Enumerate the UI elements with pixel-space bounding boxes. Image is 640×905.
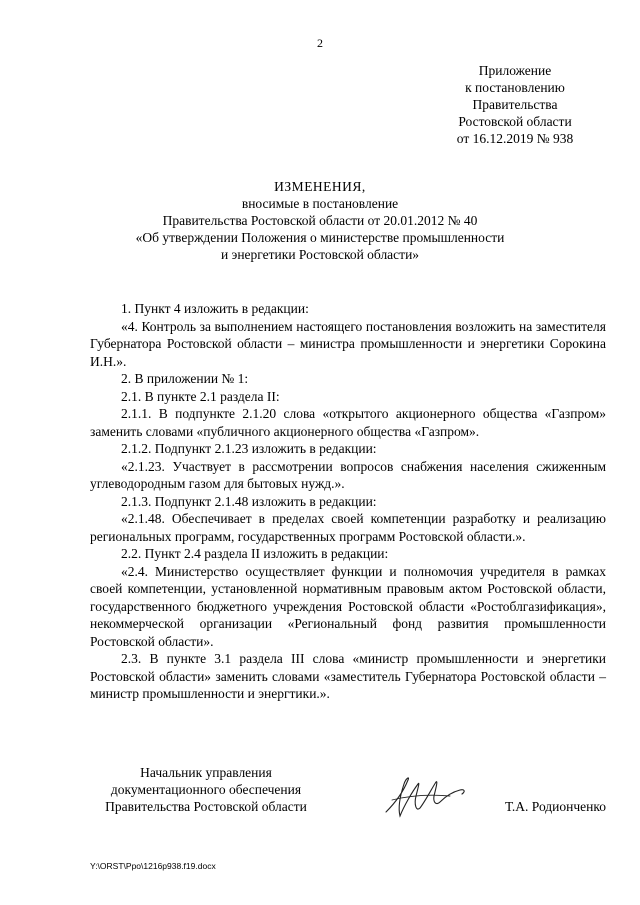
title-heading: ИЗМЕНЕНИЯ,	[274, 179, 366, 194]
title-line: «Об утверждении Положения о министерстве промышленности	[135, 230, 505, 245]
signatory-position-line: Начальник управления	[140, 765, 272, 780]
paragraph: 1. Пункт 4 изложить в редакции:	[121, 301, 309, 316]
appendix-line: к постановлению	[465, 80, 565, 95]
document-title	[90, 178, 550, 263]
paragraph: 2.1.2. Подпункт 2.1.23 изложить в редакции:	[121, 441, 377, 456]
signatory-position	[90, 764, 322, 815]
title-line: вносимые в постановление	[241, 196, 399, 211]
paragraph: «2.1.48. Обеспечивает в пределах своей компетенции разработку и реализацию региональных программ, государственных программ Ростовской области.».	[90, 511, 606, 544]
paragraph: 2.2. Пункт 2.4 раздела II изложить в редакции:	[121, 546, 389, 561]
appendix-block	[430, 62, 600, 147]
signatory-position-line: Правительства Ростовской области	[105, 799, 307, 814]
signatory-position-line: документационного обеспечения	[110, 782, 302, 797]
title-line: и энергетики Ростовской области»	[220, 247, 420, 262]
page-number: 2	[317, 36, 323, 50]
paragraph: 2. В приложении № 1:	[121, 371, 249, 386]
paragraph: 2.3. В пункте 3.1 раздела III слова «министр промышленности и энергетики Ростовской области» заменить словами «заместитель Губернатора Ростовской области – министр промышленности и энергтики.».	[90, 651, 606, 701]
file-path-footer: Y:\ORST\Ppo\1216p938.f19.docx	[90, 861, 216, 871]
appendix-line: Приложение	[478, 63, 552, 78]
paragraph: 2.1. В пункте 2.1 раздела II:	[121, 388, 280, 404]
handwritten-signature	[378, 772, 474, 822]
document-body	[90, 300, 606, 703]
paragraph: «2.1.23. Участвует в рассмотрении вопросов снабжения населения сжиженным углеводородным газом для бытовых нужд.».	[90, 458, 606, 491]
title-line: Правительства Ростовской области от 20.01.2012 № 40	[162, 213, 478, 228]
appendix-line: Правительства	[472, 97, 558, 112]
appendix-line: от 16.12.2019 № 938	[456, 131, 574, 146]
signature-section	[90, 764, 606, 828]
paragraph: 2.1.1. В подпункте 2.1.20 слова «открытого акционерного общества «Газпром» заменить словами «публичного акционерного общества «Газпром».	[90, 406, 606, 439]
paragraph: 2.1.3. Подпункт 2.1.48 изложить в редакции:	[121, 493, 377, 509]
signatory-name: Т.А. Родионченко	[505, 799, 606, 814]
appendix-line: Ростовской области	[458, 114, 572, 129]
paragraph: «2.4. Министерство осуществляет функции и полномочия учредителя в рамках своей компетенции, установленной нормативным правовым актом Ростовской области, государственного бюджетного учреждения Ростовской области «Ростоблгазификация», некоммерческой организации «Региональный фонд развития промышленности Ростовской области».	[90, 563, 606, 649]
paragraph: «4. Контроль за выполнением настоящего постановления возложить на заместителя Губернатора Ростовской области – министра промышленности и энергетики Сорокина И.Н.».	[90, 318, 606, 369]
